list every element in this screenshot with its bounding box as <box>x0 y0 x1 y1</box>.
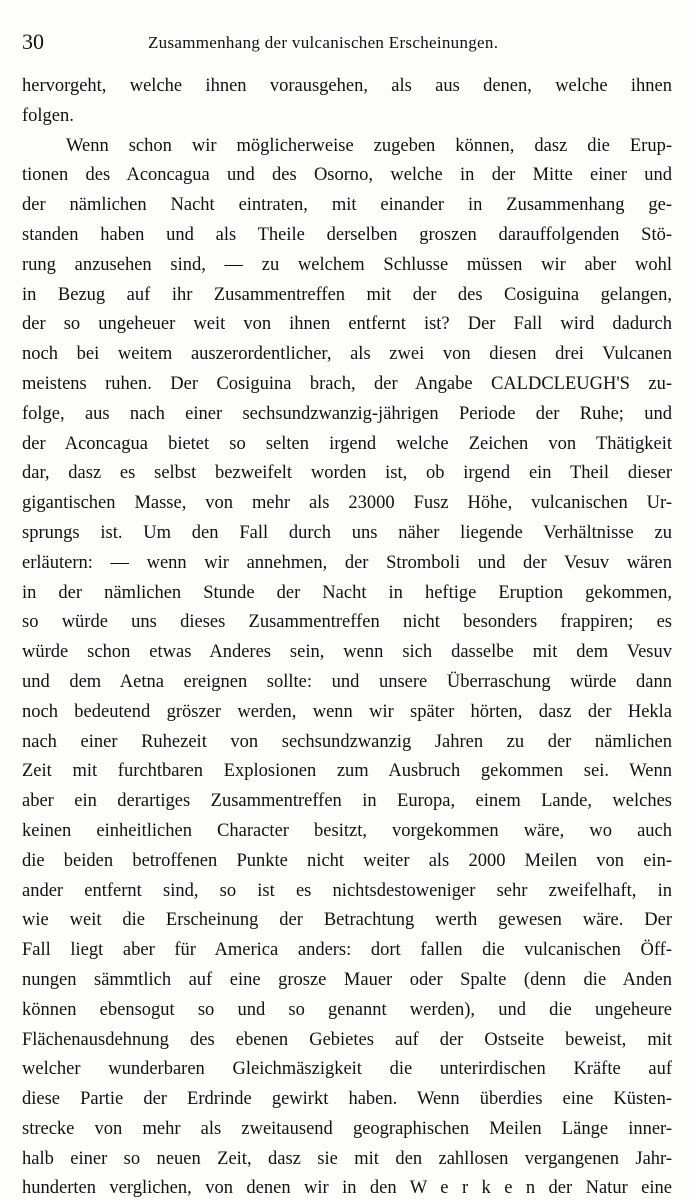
text-line: Zeit mit furchtbaren Explosionen zum Ausbruch gekommen sei. Wenn <box>22 761 672 782</box>
text-line: noch bei weitem auszerordentlicher, als zwei von diesen drei Vulcanen <box>22 344 672 365</box>
text-line: keinen einheitlichen Character besitzt, vorgekommen wäre, wo auch <box>22 820 672 841</box>
text-line: folgen. <box>22 105 74 126</box>
text-line: rung anzusehen sind, — zu welchem Schlusse müssen wir aber wohl <box>22 254 672 275</box>
running-head: Zusammenhang der vulcanischen Erscheinungen. <box>148 33 499 52</box>
text-line: würde schon etwas Anderes sein, wenn sich dasselbe mit dem Vesuv <box>22 642 672 663</box>
text-line: folge, aus nach einer sechsundzwanzig-jährigen Periode der Ruhe; und <box>22 403 672 424</box>
text-line: meistens ruhen. Der Cosiguina brach, der Angabe CALDCLEUGH'S zu- <box>22 373 672 394</box>
text-line: welcher wunderbaren Gleichmäszigkeit die unterirdischen Kräfte auf <box>22 1059 672 1080</box>
text-line: in Bezug auf ihr Zusammentreffen mit der des Cosiguina gelangen, <box>22 284 672 305</box>
text-line: noch bedeutend gröszer werden, wenn wir später hörten, dasz der Hekla <box>22 701 672 722</box>
text-line: erläutern: — wenn wir annehmen, der Stromboli und der Vesuv wären <box>22 552 672 573</box>
text-line: hunderten verglichen, von denen wir in den W e r k e n der Natur eine <box>22 1178 672 1199</box>
text-line: dar, dasz es selbst bezweifelt worden ist, ob irgend ein Theil dieser <box>22 463 672 484</box>
text-line: aber ein derartiges Zusammentreffen in Europa, einem Lande, welches <box>22 791 672 812</box>
text-line: strecke von mehr als zweitausend geographischen Meilen Länge inner- <box>22 1118 672 1139</box>
text-line: Fall liegt aber für America anders: dort fallen die vulcanischen Öff- <box>22 940 672 961</box>
text-line: Flächenausdehnung des ebenen Gebietes auf der Ostseite beweist, mit <box>22 1029 672 1050</box>
text-line: können ebensogut so und so genannt werden), und die ungeheure <box>22 999 672 1020</box>
text-line: wie weit die Erscheinung der Betrachtung werth gewesen wäre. Der <box>22 910 672 931</box>
text-line: halb einer so neuen Zeit, dasz sie mit den zahllosen vergangenen Jahr- <box>22 1148 672 1169</box>
text-line: ander entfernt sind, so ist es nichtsdestoweniger sehr zweifelhaft, in <box>22 880 672 901</box>
text-line: die beiden betroffenen Punkte nicht weiter als 2000 Meilen von ein- <box>22 850 672 871</box>
text-line: Wenn schon wir möglicherweise zugeben können, dasz die Erup- <box>66 135 672 156</box>
text-line: der nämlichen Nacht eintraten, mit einander in Zusammenhang ge- <box>22 195 672 216</box>
text-line: tionen des Aconcagua und des Osorno, welche in der Mitte einer und <box>22 165 672 186</box>
text-line: hervorgeht, welche ihnen vorausgehen, als aus denen, welche ihnen <box>22 76 672 96</box>
text-line: der Aconcagua bietet so selten irgend welche Zeichen von Thätigkeit <box>22 433 672 454</box>
text-line: in der nämlichen Stunde der Nacht in heftige Eruption gekommen, <box>22 582 672 603</box>
text-line: gigantischen Masse, von mehr als 23000 Fusz Höhe, vulcanischen Ur- <box>22 493 672 514</box>
page-header <box>22 24 672 58</box>
text-line: nungen sämmtlich auf eine grosze Mauer oder Spalte (denn die Anden <box>22 969 672 990</box>
page-number: 30 <box>22 29 44 54</box>
text-line: der so ungeheuer weit von ihnen entfernt ist? Der Fall wird dadurch <box>22 314 672 335</box>
text-line: sprungs ist. Um den Fall durch uns näher liegende Verhältnisse zu <box>22 522 672 543</box>
text-line: und dem Aetna ereignen sollte: und unsere Überraschung würde dann <box>22 671 672 692</box>
text-line: so würde uns dieses Zusammentreffen nicht besonders frappiren; es <box>22 612 672 633</box>
text-line: standen haben und als Theile derselben groszen darauffolgenden Stö- <box>22 224 672 245</box>
body-text <box>22 72 672 1204</box>
text-line: nach einer Ruhezeit von sechsundzwanzig Jahren zu der nämlichen <box>22 731 672 752</box>
text-line: diese Partie der Erdrinde gewirkt haben. Wenn überdies eine Küsten- <box>22 1089 672 1110</box>
